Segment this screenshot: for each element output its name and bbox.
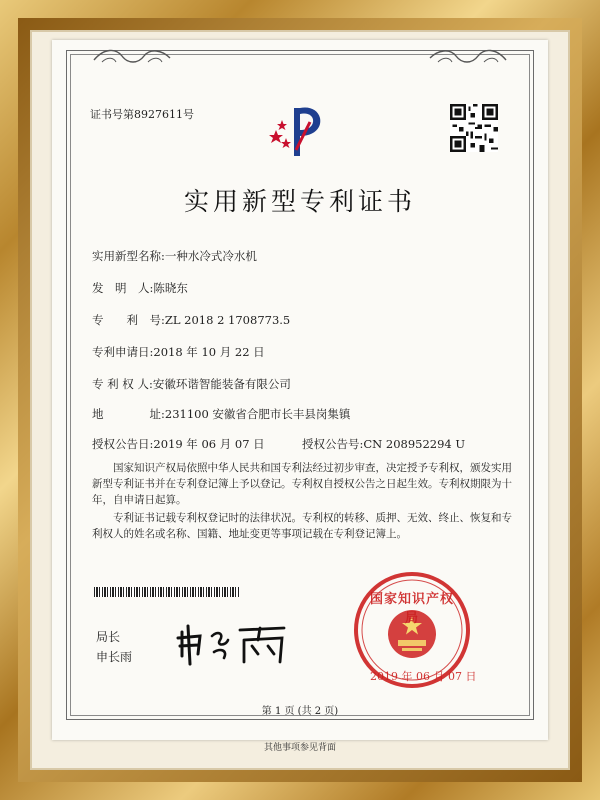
barcode bbox=[94, 587, 240, 597]
certificate-title: 实用新型专利证书 bbox=[183, 187, 416, 216]
field-value: 安徽环谐智能装备有限公司 bbox=[152, 377, 291, 391]
footnote: 其他事项参见背面 bbox=[263, 743, 336, 753]
field-value: 2019 年 06 月 07 日 bbox=[153, 437, 265, 451]
qr-code-icon bbox=[450, 104, 498, 152]
field-patentee bbox=[92, 376, 291, 392]
director-name: 申长雨 bbox=[96, 650, 133, 664]
director-title: 局长 bbox=[96, 630, 121, 644]
field-grant-date bbox=[92, 436, 265, 452]
field-label: 专 利 权 人: bbox=[92, 377, 153, 391]
field-patent-number bbox=[92, 312, 290, 328]
director-signature-icon bbox=[174, 618, 294, 668]
field-label: 授权公告号: bbox=[302, 437, 364, 451]
field-utility-model-name bbox=[92, 248, 257, 264]
field-label: 发 明 人: bbox=[92, 281, 154, 295]
seal-text: 国家知识产权局 bbox=[370, 592, 455, 626]
field-label: 地 址: bbox=[92, 407, 165, 421]
legal-status-statement: 专利证书记载专利权登记时的法律状况。专利权的转移、质押、无效、终止、恢复和专利权人的姓名或名称、国籍、地址变更等事项记载在专利登记簿上。 bbox=[92, 512, 512, 540]
certificate-number: 证书号第8927611号 bbox=[90, 108, 194, 121]
field-label: 专 利 号: bbox=[92, 313, 165, 327]
certificate-paper bbox=[52, 40, 548, 740]
seal-date: 2019 年 06 月 07 日 bbox=[370, 670, 477, 683]
right-ornament-icon bbox=[428, 46, 508, 68]
field-value: 陈晓东 bbox=[153, 281, 188, 295]
patent-office-logo-icon bbox=[266, 100, 326, 160]
page-indicator: 第 1 页 (共 2 页) bbox=[261, 706, 339, 717]
field-label: 授权公告日: bbox=[92, 437, 154, 451]
field-label: 实用新型名称: bbox=[92, 249, 165, 263]
field-address bbox=[92, 406, 350, 422]
field-value: 231100 安徽省合肥市长丰县岗集镇 bbox=[164, 407, 351, 421]
field-application-date bbox=[92, 344, 265, 360]
left-ornament-icon bbox=[92, 46, 172, 68]
field-inventor bbox=[92, 280, 188, 296]
field-label: 专利申请日: bbox=[92, 345, 154, 359]
field-value: 2018 年 10 月 22 日 bbox=[153, 345, 265, 359]
field-value: CN 208952294 U bbox=[363, 437, 466, 451]
grant-statement: 国家知识产权局依照中华人民共和国专利法经过初步审查，决定授予专利权，颁发实用新型专利证书并在专利登记簿上予以登记。专利权自授权公告之日起生效。专利权期限为十年，自申请日起算。 bbox=[92, 462, 512, 506]
field-value: 一种水冷式冷水机 bbox=[164, 249, 257, 263]
field-grant-number bbox=[302, 436, 465, 452]
field-value: ZL 2018 2 1708773.5 bbox=[164, 313, 291, 327]
